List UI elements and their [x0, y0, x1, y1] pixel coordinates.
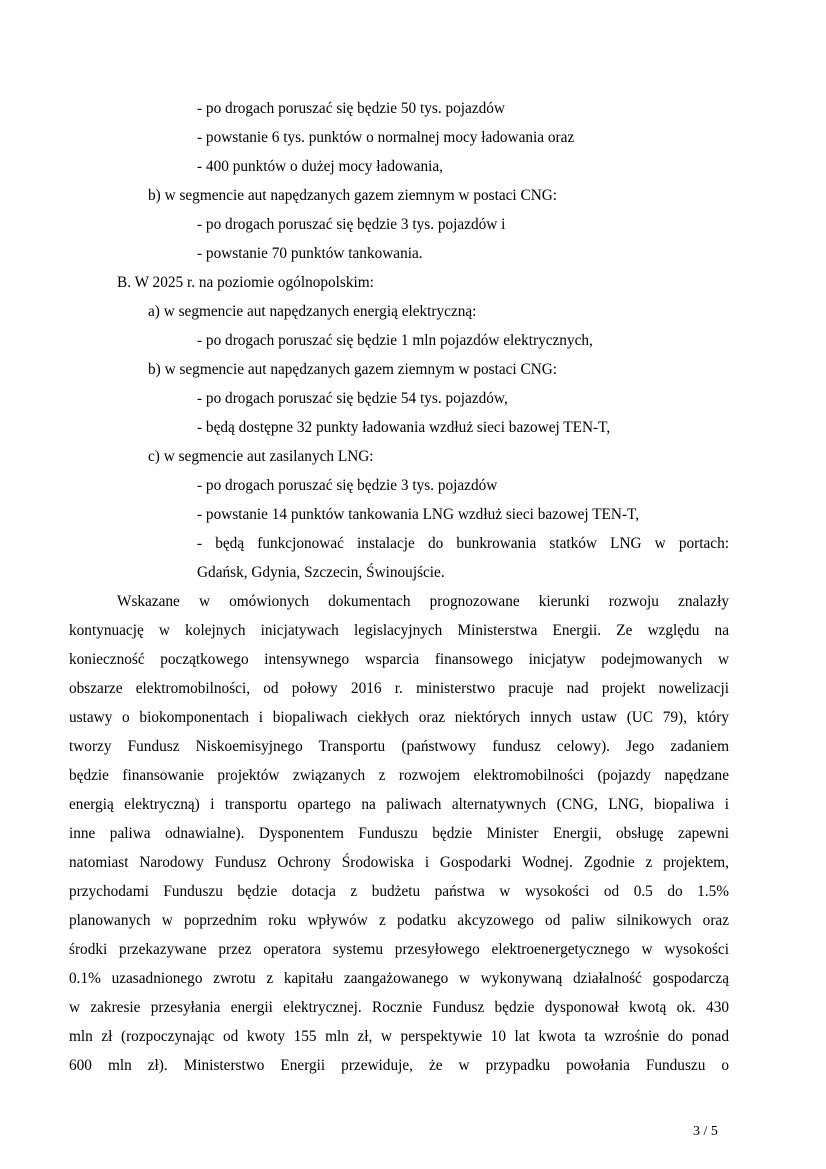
bullet-line: - po drogach poruszać się będzie 54 tys. pojazdów, [197, 390, 508, 407]
bullet-line: - będą funkcjonować instalacje do bunkrowania statków LNG w portach: [197, 535, 729, 552]
sub-item: a) w segmencie aut napędzanych energią elektryczną: [148, 303, 477, 320]
sub-item: b) w segmencie aut napędzanych gazem ziemnym w postaci CNG: [148, 187, 558, 204]
sub-item: b) w segmencie aut napędzanych gazem ziemnym w postaci CNG: [148, 361, 558, 378]
paragraph-line: inne paliwa odnawialne). Dysponentem Funduszu będzie Minister Energii, obsługę zapewni [69, 825, 729, 842]
paragraph-line: natomiast Narodowy Fundusz Ochrony Środowiska i Gospodarki Wodnej. Zgodnie z projektem, [69, 854, 729, 871]
paragraph-line: przychodami Funduszu będzie dotacja z budżetu państwa w wysokości od 0.5 do 1.5% [69, 883, 729, 900]
bullet-line: - powstanie 70 punktów tankowania. [197, 245, 423, 262]
paragraph-line: 0.1% uzasadnionego zwrotu z kapitału zaangażowanego w wykonywaną działalność gospodarczą [69, 970, 729, 987]
paragraph-line: energią elektryczną) i transportu opartego na paliwach alternatywnych (CNG, LNG, biopaliwa i [69, 796, 729, 813]
section-heading: B. W 2025 r. na poziomie ogólnopolskim: [117, 274, 374, 291]
paragraph-line: planowanych w poprzednim roku wpływów z podatku akcyzowego od paliw silnikowych oraz [69, 912, 729, 929]
bullet-line: - powstanie 6 tys. punktów o normalnej mocy ładowania oraz [197, 129, 575, 146]
bullet-line: - po drogach poruszać się będzie 3 tys. pojazdów [197, 477, 498, 494]
bullet-line: - będą dostępne 32 punkty ładowania wzdłuż sieci bazowej TEN-T, [197, 419, 611, 436]
paragraph-line: kontynuację w kolejnych inicjatywach legislacyjnych Ministerstwa Energii. Ze względu na [69, 622, 729, 639]
bullet-line: - po drogach poruszać się będzie 1 mln pojazdów elektrycznych, [197, 332, 593, 349]
bullet-line: - po drogach poruszać się będzie 50 tys. pojazdów [197, 100, 505, 117]
paragraph-line: obszarze elektromobilności, od połowy 2016 r. ministerstwo pracuje nad projekt nowelizacji [69, 680, 729, 697]
bullet-line: - powstanie 14 punktów tankowania LNG wzdłuż sieci bazowej TEN-T, [197, 506, 640, 523]
paragraph-line: tworzy Fundusz Niskoemisyjnego Transportu (państwowy fundusz celowy). Jego zadaniem [69, 738, 729, 755]
paragraph-line: ustawy o biokomponentach i biopaliwach ciekłych oraz niektórych innych ustaw (UC 79), który [69, 709, 729, 726]
paragraph-line: konieczność początkowego intensywnego wsparcia finansowego inicjatyw podejmowanych w [69, 651, 729, 668]
paragraph-line: w zakresie przesyłania energii elektrycznej. Rocznie Fundusz będzie dysponował kwotą ok. 430 [69, 999, 729, 1016]
paragraph-line: 600 mln zł). Ministerstwo Energii przewiduje, że w przypadku powołania Funduszu o [69, 1057, 729, 1074]
paragraph-line: środki przekazywane przez operatora systemu przesyłowego elektroenergetycznego w wysokości [69, 941, 729, 958]
paragraph-line: Wskazane w omówionych dokumentach prognozowane kierunki rozwoju znalazły [117, 593, 729, 610]
bullet-line: - 400 punktów o dużej mocy ładowania, [197, 158, 443, 175]
page-number: 3 / 5 [693, 1124, 718, 1139]
paragraph-line: będzie finansowanie projektów związanych z rozwojem elektromobilności (pojazdy napędzane [69, 767, 729, 784]
sub-item: c) w segmencie aut zasilanych LNG: [148, 448, 374, 465]
bullet-line: Gdańsk, Gdynia, Szczecin, Świnoujście. [197, 564, 445, 581]
paragraph-line: mln zł (rozpoczynając od kwoty 155 mln zł, w perspektywie 10 lat kwota ta wzrośnie do ponad [69, 1028, 729, 1045]
bullet-line: - po drogach poruszać się będzie 3 tys. pojazdów i [197, 216, 506, 233]
